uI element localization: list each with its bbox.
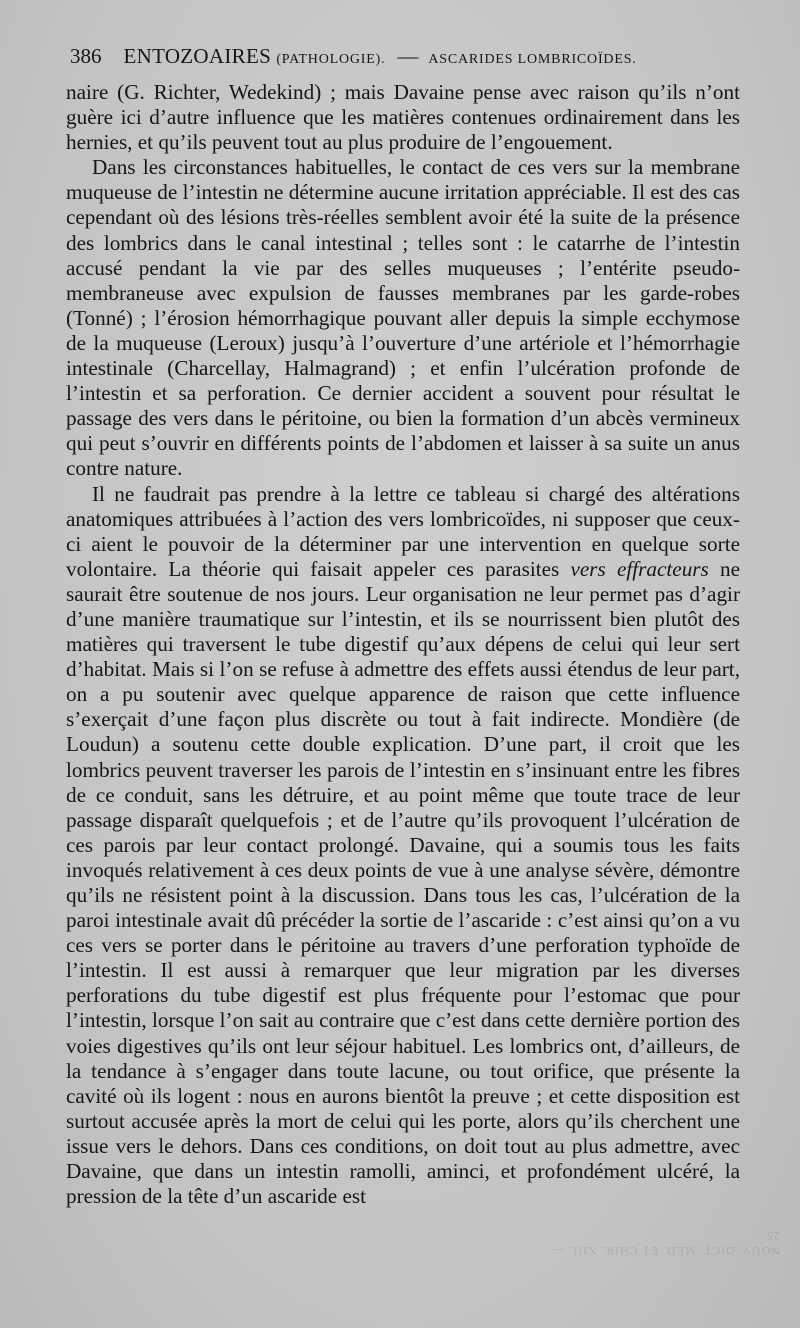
header-section: (PATHOLOGIE). [276, 52, 386, 67]
page-number: 386 [70, 44, 102, 68]
running-header [70, 44, 750, 74]
header-subject: ASCARIDES LOMBRICOÏDES. [428, 52, 637, 67]
header-dash: — [397, 44, 419, 68]
paragraph-theory [66, 482, 740, 1210]
italic-term: vers effracteurs [570, 556, 709, 581]
paragraph-continuation: naire (G. Richter, Wedekind) ; mais Davaine pense avec raison qu’ils n’ont guère ici d’autre influence que les matières contenues ordinairement dans les hernies, et qu’ils peuvent tout au plus produire de l’engouement. [66, 80, 740, 155]
paragraph-theory-rest: ne saurait être soutenue de nos jours. Leur organisation ne leur permet pas d’agir d’une manière traumatique sur l’intestin, et ils se nourrissent bien plutôt des matières qui traversent le tube digestif qu’aux dépens de celui qui leur sert d’habitat. Mais si l’on se refuse à admettre des effets aussi étendus de leur part, on a pu soutenir avec quelque apparence de raison que cette influence s’exerçait d’une façon plus discrète ou tout à fait indirecte. Mondière (de Loudun) a soutenu cette double explication. D’une part, il croit que les lombrics peuvent traverser les parois de l’intestin en s’insinuant entre les fibres de ce conduit, sans les détruire, et au point même que toute trace de leur passage disparaît quelquefois ; et de l’autre qu’ils provoquent l’ulcération de ces parois par leur contact prolongé. Davaine, qui a soumis tous les faits invoqués relativement à ces deux points de vue à une analyse sévère, démontre qu’ils ne résistent point à la discussion. Dans tous les cas, l’ulcération de la paroi intestinale avait dû précéder la sortie de l’ascaride : c’est ainsi qu’on a vu ces vers se porter dans le péritoine au travers d’une perforation typhoïde de l’intestin. Il est aussi à remarquer que leur migration par les diverses perforations du tube digestif est plus fréquente pour l’estomac que pour l’intestin, lorsque l’on sait au contraire que c’est dans cette dernière portion des voies digestives qu’ils ont leur séjour habituel. Les lombrics ont, d’ailleurs, de la tendance à s’engager dans toute lacune, ou tout orifice, que présente la cavité où ils logent : nous en aurons bientôt la preuve ; et cette disposition est surtout accusée après la mort de celui qui les porte, alors qu’ils cherchent une issue vers le dehors. Dans ces conditions, on doit tout au plus admettre, avec Davaine, que dans un intestin ramolli, aminci, et profondément ulcéré, la pression de la tête d’un ascaride est [66, 556, 740, 1209]
paragraph-theory-start: Il ne faudrait pas prendre à la lettre ce tableau si chargé des altérations anatomiques attribuées à l’action des vers lombricoïdes, ni supposer que ceux-ci aient le pouvoir de la déterminer par une intervention en quelque sorte volontaire. La théorie qui faisait appeler ces parasites [66, 481, 740, 581]
show-through-text: NOUV. DICT. MÉD. ET CHIR. XIII. — 25 [551, 1229, 780, 1258]
header-title: ENTOZOAIRES [123, 44, 272, 68]
body-text [66, 80, 740, 1209]
paragraph-lesions: Dans les circonstances habituelles, le contact de ces vers sur la membrane muqueuse de l’intestin ne détermine aucune irritation appréciable. Il est des cas cependant où des lésions très-réelles semblent avoir été la suite de la présence des lombrics dans le canal intestinal ; telles sont : le catarrhe de l’intestin accusé pendant la vie par des selles muqueuses ; l’entérite pseudo-membraneuse avec expulsion de fausses membranes par les garde-robes (Tonné) ; l’érosion hémorrhagique pouvant aller depuis la simple ecchymose de la muqueuse (Leroux) jusqu’à l’ouverture d’une artériole et l’hémorrhagie intestinale (Charcellay, Halmagrand) ; et enfin l’ulcération profonde de l’intestin et sa perforation. Ce dernier accident a souvent pour résultat le passage des vers dans le péritoine, ou bien la formation d’un abcès vermineux qui peut s’ouvrir en différents points de l’abdomen et laisser à sa suite un anus contre nature. [66, 155, 740, 481]
